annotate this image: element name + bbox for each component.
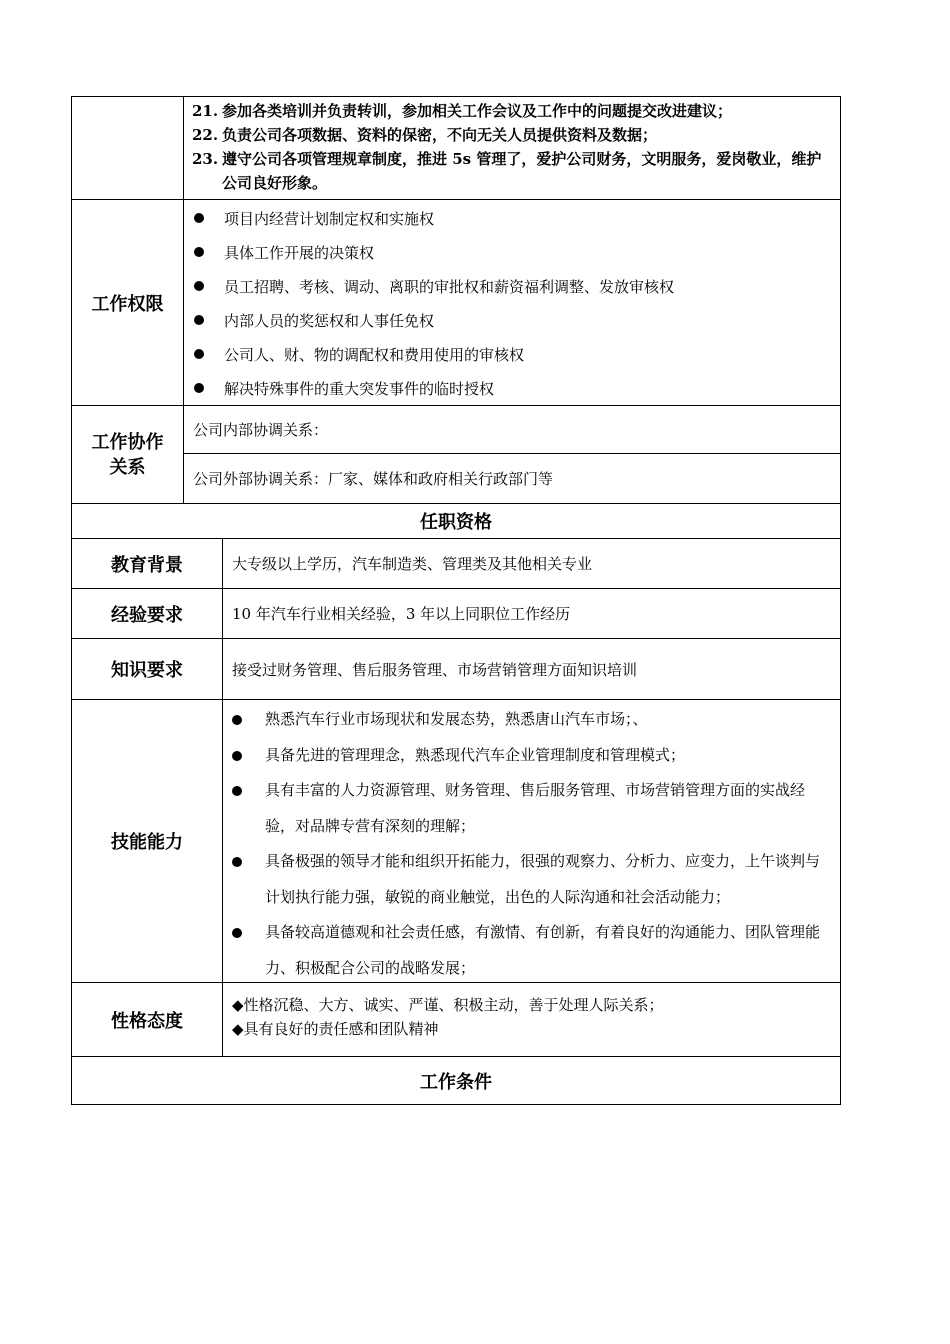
skill-text: 具有丰富的人力资源管理、财务管理、售后服务管理、市场营销管理方面的实战经验，对品牌专营有深刻的理解；	[265, 781, 806, 835]
skill-text: 具备极强的领导才能和组织开拓能力，很强的观察力、分析力、应变力，上午谈判与计划执行能力强，敏锐的商业触觉，出色的人际沟通和社会活动能力；	[265, 852, 821, 906]
authority-list	[184, 200, 840, 405]
authority-item-text: 公司人、财、物的调配权和费用使用的审核权	[224, 345, 525, 364]
duties-row	[71, 96, 841, 200]
authority-item-text: 解决特殊事件的重大突发事件的临时授权	[224, 379, 495, 398]
duty-text: 负责公司各项数据、资料的保密，不向无关人员提供资料及数据；	[222, 126, 658, 144]
education-value: 大专级以上学历，汽车制造类、管理类及其他相关专业	[232, 555, 593, 573]
personality-row	[71, 983, 841, 1057]
experience-row	[71, 589, 841, 639]
conditions-header: 工作条件	[71, 1057, 841, 1105]
bullet-icon	[194, 281, 204, 291]
skill-item	[232, 773, 834, 844]
authority-item-text: 项目内经营计划制定权和实施权	[224, 209, 435, 228]
knowledge-row	[71, 639, 841, 700]
education-label: 教育背景	[72, 539, 223, 588]
duty-text: 遵守公司各项管理规章制度，推进 5s 管理了，爱护公司财务，文明服务，爱岗敬业，维护公司良好形象。	[222, 150, 822, 192]
duty-number: 23.	[192, 150, 219, 168]
authority-item	[184, 303, 840, 337]
skill-item	[232, 738, 834, 774]
duty-number: 22.	[192, 126, 219, 144]
skill-text: 熟悉汽车行业市场现状和发展态势，熟悉唐山汽车市场；、	[265, 710, 648, 728]
education-row	[71, 539, 841, 589]
authority-item-text: 员工招聘、考核、调动、离职的审批权和薪资福利调整、发放审核权	[224, 277, 675, 296]
coordination-row	[71, 406, 841, 504]
duty-item	[192, 123, 834, 147]
authority-item	[184, 235, 840, 269]
bullet-icon	[232, 715, 242, 725]
duties-label-cell	[72, 97, 184, 199]
authority-item	[184, 337, 840, 371]
duties-list	[184, 97, 840, 199]
personality-content	[223, 983, 840, 1056]
duty-item	[192, 147, 834, 195]
skills-row	[71, 700, 841, 983]
experience-label: 经验要求	[72, 589, 223, 638]
skills-list	[223, 700, 840, 982]
knowledge-label: 知识要求	[72, 639, 223, 699]
skills-label: 技能能力	[72, 700, 223, 982]
authority-item-text: 具体工作开展的决策权	[224, 243, 375, 262]
authority-item	[184, 269, 840, 303]
authority-item	[184, 371, 840, 405]
knowledge-value: 接受过财务管理、售后服务管理、市场营销管理方面知识培训	[232, 660, 638, 679]
job-description-table	[71, 96, 841, 1105]
authority-item	[184, 201, 840, 235]
bullet-icon	[194, 383, 204, 393]
coordination-label-line2: 关系	[109, 456, 146, 478]
duty-number: 21.	[192, 102, 219, 120]
internal-coordination: 公司内部协调关系：	[184, 406, 840, 454]
bullet-icon	[232, 751, 242, 761]
authority-item-text: 内部人员的奖惩权和人事任免权	[224, 311, 435, 330]
skill-item	[232, 702, 834, 738]
bullet-icon	[232, 857, 242, 867]
coordination-label-line1: 工作协作	[91, 431, 164, 453]
bullet-icon	[194, 213, 204, 223]
bullet-icon	[232, 928, 242, 938]
skill-item	[232, 844, 834, 915]
personality-line: ◆性格沉稳、大方、诚实、严谨、积极主动，善于处理人际关系；	[232, 996, 664, 1014]
skill-item	[232, 915, 834, 986]
coordination-label	[72, 406, 184, 503]
experience-value: 10 年汽车行业相关经验，3 年以上同职位工作经历	[232, 605, 571, 623]
authority-label: 工作权限	[72, 200, 184, 405]
skill-text: 具备先进的管理理念，熟悉现代汽车企业管理制度和管理模式；	[265, 745, 686, 764]
bullet-icon	[194, 247, 204, 257]
personality-line: ◆具有良好的责任感和团队精神	[232, 1020, 439, 1038]
external-coordination: 公司外部协调关系：厂家、媒体和政府相关行政部门等	[193, 470, 554, 488]
qualifications-header: 任职资格	[71, 504, 841, 539]
authority-row	[71, 200, 841, 406]
personality-label: 性格态度	[72, 983, 223, 1056]
skill-text: 具备较高道德观和社会责任感，有激情、有创新，有着良好的沟通能力、团队管理能力、积极配合公司的战略发展；	[265, 923, 821, 977]
bullet-icon	[194, 349, 204, 359]
coordination-content	[184, 406, 840, 503]
duty-item	[192, 99, 834, 123]
bullet-icon	[194, 315, 204, 325]
duty-text: 参加各类培训并负责转训，参加相关工作会议及工作中的问题提交改进建议；	[222, 102, 733, 120]
bullet-icon	[232, 786, 242, 796]
